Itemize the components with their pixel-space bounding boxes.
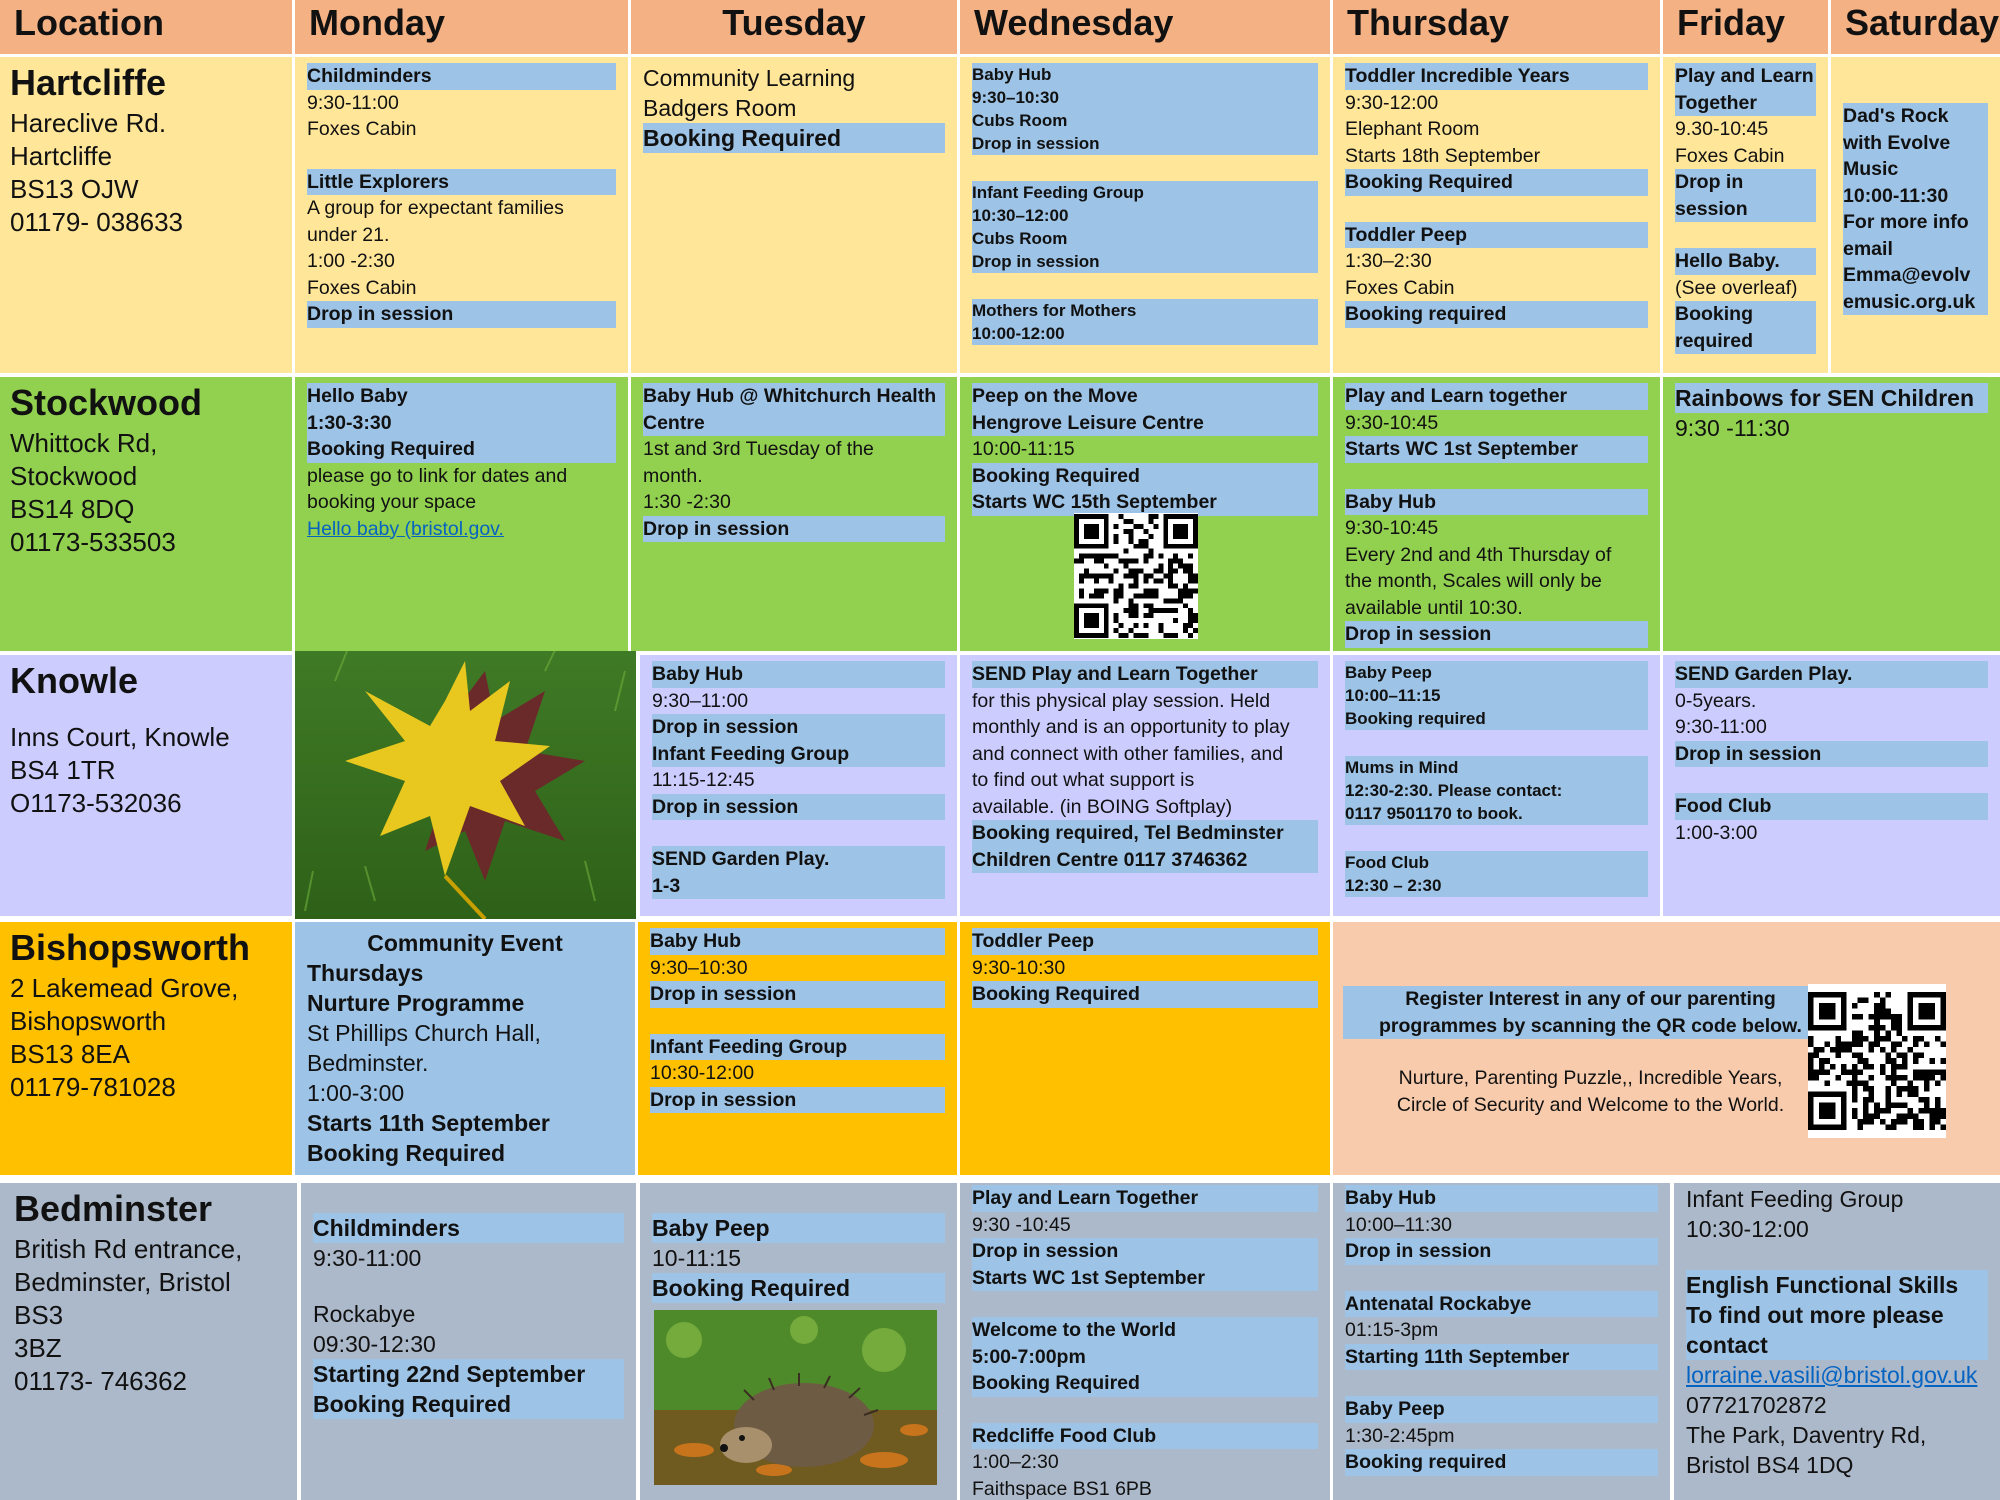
text-line: 9:30–11:00 [652, 689, 749, 712]
address-line: Stockwood [10, 461, 138, 491]
text-line: please go to link for dates and [307, 464, 568, 487]
text-line: Hello Baby [307, 383, 616, 410]
text-line [1675, 222, 1816, 248]
text-line: Booking Required [652, 1273, 945, 1303]
header-monday: Monday [295, 0, 628, 54]
text-line: Drop in session [652, 794, 945, 821]
text-line: Toddler Peep [1345, 222, 1648, 249]
text-line [650, 1008, 945, 1034]
text-line: booking your space [307, 491, 477, 513]
cell-hartcliffe-friday [1663, 57, 1828, 373]
text-line: Booking required, Tel Bedminster [972, 820, 1318, 847]
hyperlink[interactable]: Hello baby (bristol.gov. [307, 517, 504, 540]
text-line: contact [1686, 1330, 1988, 1360]
text-line: Starting 11th September [1345, 1344, 1658, 1371]
text-line: 1:00-3:00 [1675, 821, 1758, 844]
text-line: available until 10:30. [1345, 596, 1523, 619]
text-line [1343, 1039, 1838, 1065]
location-hartcliffe [0, 57, 292, 373]
text-line: 10:00-11:15 [972, 438, 1075, 460]
text-line: available. (in BOING Softplay) [972, 795, 1233, 818]
text-line: 9:30-10:45 [1345, 517, 1439, 539]
text-line: Baby Hub [1345, 1185, 1658, 1212]
text-line: Toddler Peep [972, 928, 1318, 955]
text-line: Register Interest in any of our parenting [1343, 986, 1838, 1013]
text-line: Booking Required [1345, 169, 1648, 196]
text-line: Mums in Mind [1345, 756, 1648, 779]
text-line: 0-5years. [1675, 689, 1757, 712]
text-line: Starts WC 1st September [972, 1265, 1318, 1292]
text-line: for this physical play session. Held [972, 689, 1271, 712]
text-line: with Evolve [1843, 130, 1988, 157]
text-line: 10:00–11:15 [1345, 684, 1648, 707]
text-line: Little Explorers [307, 169, 616, 196]
address-line: Hareclive Rd. [10, 108, 167, 138]
text-line: 1:30-3:30 [307, 410, 616, 437]
text-line: Infant Feeding Group [1686, 1186, 1904, 1212]
text-line [307, 143, 616, 169]
address-line: 2 Lakemead Grove, [10, 973, 239, 1003]
text-line: Drop in session [972, 1238, 1318, 1265]
text-line: Booking required [1345, 1449, 1658, 1476]
address-line: BS13 8EA [10, 1039, 130, 1069]
text-line [972, 1291, 1318, 1317]
text-line: Rockabye [313, 1301, 416, 1327]
text-line: Elephant Room [1345, 118, 1480, 140]
text-line: 9.30-10:45 [1675, 118, 1769, 140]
text-line: SEND Garden Play. [1675, 661, 1988, 688]
text-line [1675, 767, 1988, 793]
text-line: Peep on the Move [972, 383, 1318, 410]
text-line: Play and Learn together [1345, 383, 1648, 410]
text-line [1345, 463, 1648, 489]
text-line: Foxes Cabin [307, 276, 417, 299]
text-line: required [1675, 328, 1816, 355]
text-line: monthly and is an opportunity to play [972, 716, 1290, 738]
cell-knowle-friday [1663, 655, 2000, 916]
text-line: 10:30-12:00 [650, 1062, 755, 1084]
text-line: Badgers Room [643, 95, 797, 121]
text-line: Every 2nd and 4th Thursday of [1345, 543, 1612, 566]
text-line: Food Club [1675, 793, 1988, 820]
text-line: Baby Hub [972, 63, 1318, 86]
qr-code-icon[interactable] [1074, 513, 1198, 639]
text-line: 1st and 3rd Tuesday of the [643, 438, 874, 460]
header-tuesday: Tuesday [631, 0, 957, 54]
text-line: Drop in session [1345, 1238, 1658, 1265]
text-line: Drop in session [652, 714, 945, 741]
address-line: O1173-532036 [10, 788, 182, 818]
text-line: Infant Feeding Group [972, 181, 1318, 204]
text-line: Baby Hub [650, 928, 945, 955]
text-line: Play and Learn [1675, 63, 1816, 90]
text-line: St Phillips Church Hall, [307, 1020, 541, 1046]
text-line: 1-3 [652, 873, 945, 900]
text-line: 10:30-12:00 [1686, 1216, 1809, 1242]
text-line: Play and Learn Together [972, 1185, 1318, 1212]
text-line: Bedminster. [307, 1050, 429, 1076]
text-line: 01:15-3pm [1345, 1319, 1439, 1341]
text-line: Drop in session [1675, 741, 1988, 768]
text-line: English Functional Skills [1686, 1270, 1988, 1300]
text-line: Booking required [1345, 707, 1648, 730]
text-line: Drop in session [972, 250, 1318, 273]
text-line: 12:30-2:30. Please contact: [1345, 779, 1648, 802]
autumn-leaves-photo [295, 651, 636, 919]
text-line: Baby Hub [652, 661, 945, 688]
text-line: 9:30-12:00 [1345, 91, 1439, 114]
text-line: 9:30-11:00 [313, 1245, 422, 1271]
header-saturday: Saturday [1831, 0, 2000, 54]
text-line: Foxes Cabin [1345, 276, 1455, 299]
address-line: Bedminster, Bristol BS3 [14, 1267, 231, 1330]
text-line: 07721702872 [1686, 1392, 1827, 1418]
text-line: The Park, Daventry Rd, [1686, 1422, 1927, 1448]
cell-hartcliffe-wednesday [960, 57, 1330, 373]
cell-bedminster-friday [1674, 1183, 2000, 1500]
text-line: 10-11:15 [652, 1245, 742, 1271]
text-line: Baby Hub [1345, 489, 1648, 516]
text-line [972, 155, 1318, 181]
qr-code-icon[interactable] [1808, 984, 1946, 1138]
text-line: Foxes Cabin [1675, 144, 1785, 167]
text-line: 1:00–2:30 [972, 1451, 1059, 1473]
text-line: Baby Peep [1345, 1396, 1658, 1423]
text-line: 1:30–2:30 [1345, 250, 1432, 272]
text-line [972, 273, 1318, 299]
cell-hartcliffe-tuesday [631, 57, 957, 373]
text-line: and connect with other families, and [972, 742, 1284, 765]
cell-hartcliffe-saturday [1831, 57, 2000, 373]
text-line: Baby Peep [1345, 661, 1648, 684]
text-line: Centre [643, 410, 945, 437]
text-line: 9:30–10:30 [650, 956, 748, 979]
location-name: Bedminster [14, 1188, 213, 1229]
text-line: 1:30-2:45pm [1345, 1424, 1455, 1447]
address-line: 3BZ [14, 1333, 62, 1363]
text-line: Emma@evolv [1843, 262, 1988, 289]
text-line: SEND Play and Learn Together [972, 661, 1318, 688]
location-bedminster [0, 1183, 297, 1500]
text-line: 10:30–12:00 [972, 204, 1318, 227]
text-line: Booking Required [307, 436, 616, 463]
text-line: 9:30-10:30 [972, 956, 1066, 979]
address-line: BS14 8DQ [10, 494, 135, 524]
text-line: under 21. [307, 223, 390, 246]
text-line: 9:30-10:45 [1345, 411, 1439, 434]
location-name: Knowle [10, 660, 139, 701]
text-line: Community Event [307, 928, 623, 958]
text-line: Booking Required [972, 981, 1318, 1008]
text-line [1345, 730, 1648, 756]
text-line: the month, Scales will only be [1345, 570, 1602, 592]
text-line [972, 1397, 1318, 1423]
cell-stockwood-tuesday [631, 377, 957, 651]
text-line: Faithspace BS1 6PB [972, 1477, 1152, 1500]
text-line: Starts WC 15th September [972, 489, 1318, 516]
text-line: Antenatal Rockabye [1345, 1291, 1658, 1318]
cell-hartcliffe-monday [295, 57, 628, 373]
header-location: Location [0, 0, 292, 54]
text-line: Baby Hub @ Whitchurch Health [643, 383, 945, 410]
text-line: A group for expectant families [307, 197, 564, 219]
text-line: email [1843, 236, 1988, 263]
text-line: Nurture, Parenting Puzzle,, Incredible Years, [1398, 1067, 1783, 1089]
text-line: Childminders [307, 63, 616, 90]
text-line: 10:00-12:00 [972, 322, 1318, 345]
text-line: 0117 9501170 to book. [1345, 802, 1648, 825]
hyperlink[interactable]: lorraine.vasili@bristol.gov.uk [1686, 1362, 1978, 1388]
text-line: Drop in [1675, 169, 1816, 196]
text-line: For more info [1843, 209, 1988, 236]
location-name: Stockwood [10, 382, 203, 423]
text-line: Together [1675, 90, 1816, 117]
cell-knowle-tuesday [640, 655, 957, 916]
location-stockwood [0, 377, 292, 651]
text-line: Cubs Room [972, 227, 1318, 250]
text-line: 9:30-11:00 [307, 91, 399, 114]
header-wednesday: Wednesday [960, 0, 1330, 54]
text-line: Children Centre 0117 3746362 [972, 847, 1318, 874]
text-line: Booking Required [313, 1389, 624, 1419]
text-line: 12:30 – 2:30 [1345, 874, 1648, 897]
text-line: Starts WC 1st September [1345, 436, 1648, 463]
text-line [1345, 1265, 1658, 1291]
address-line: 01179-781028 [10, 1072, 176, 1102]
header-friday: Friday [1663, 0, 1828, 54]
text-line: Drop in session [307, 301, 616, 328]
text-line: Hengrove Leisure Centre [972, 410, 1318, 437]
address-line: Whittock Rd, [10, 428, 158, 458]
text-line: Booking Required [972, 463, 1318, 490]
text-line: Childminders [313, 1213, 624, 1243]
text-line: Community Learning [643, 65, 856, 91]
address-line: Hartcliffe [10, 141, 113, 171]
address-line: Bishopsworth [10, 1006, 167, 1036]
text-line: Welcome to the World [972, 1317, 1318, 1344]
cell-knowle-wednesday [960, 655, 1330, 916]
text-line: Booking [1675, 301, 1816, 328]
text-line: Drop in session [1345, 621, 1648, 648]
text-line: Circle of Security and Welcome to the World. [1396, 1093, 1785, 1116]
address-line: BS13 OJW [10, 174, 139, 204]
text-line: Infant Feeding Group [650, 1034, 945, 1061]
text-line: programmes by scanning the QR code below. [1343, 1013, 1838, 1040]
text-line: Drop in session [643, 516, 945, 543]
address-line: 01179- 038633 [10, 207, 184, 237]
text-line: 10:00–11:30 [1345, 1213, 1452, 1236]
text-line: Mothers for Mothers [972, 299, 1318, 322]
text-line: Foxes Cabin [307, 118, 417, 140]
text-line: Booking required [1345, 301, 1648, 328]
location-name: Hartcliffe [10, 62, 167, 103]
address-line: British Rd entrance, [14, 1234, 243, 1264]
location-address [10, 972, 282, 1104]
cell-stockwood-thursday [1333, 377, 1660, 651]
address-line: 01173- 746362 [14, 1366, 188, 1396]
hedgehog-photo [654, 1310, 937, 1485]
text-line: session [1675, 196, 1816, 223]
text-line: Drop in session [650, 1087, 945, 1114]
location-address [10, 427, 282, 559]
text-line: 9:30-11:00 [1675, 716, 1767, 738]
text-line [1686, 1244, 1988, 1270]
cell-bishopsworth-monday [295, 922, 635, 1175]
text-line [652, 820, 945, 846]
text-line: Thursdays [307, 958, 623, 988]
text-line: Booking Required [972, 1370, 1318, 1397]
text-line: Cubs Room [972, 109, 1318, 132]
cell-bedminster-wednesday [960, 1183, 1330, 1500]
text-line: Dad's Rock [1843, 103, 1988, 130]
text-line [1345, 196, 1648, 222]
cell-bedminster-monday [301, 1183, 636, 1500]
text-line: Baby Peep [652, 1213, 945, 1243]
text-line: 9:30 -10:45 [972, 1213, 1071, 1236]
text-line: Nurture Programme [307, 988, 623, 1018]
text-line: 5:00-7:00pm [972, 1344, 1318, 1371]
text-line: to find out what support is [972, 769, 1195, 791]
text-line: Music [1843, 156, 1988, 183]
text-line: SEND Garden Play. [652, 846, 945, 873]
text-line: 1:30 -2:30 [643, 491, 731, 513]
text-line: Hello Baby. [1675, 248, 1816, 275]
text-line: (See overleaf) [1675, 276, 1798, 299]
text-line: Food Club [1345, 851, 1648, 874]
text-line [1345, 1370, 1658, 1396]
text-line: 11:15-12:45 [652, 769, 755, 791]
cell-bishopsworth-tuesday [638, 922, 957, 1175]
location-address [10, 721, 282, 820]
text-line: 1:00 -2:30 [307, 250, 395, 272]
text-line: 10:00-11:30 [1843, 183, 1988, 210]
location-name: Bishopsworth [10, 927, 250, 968]
text-line: 9:30 -11:30 [1675, 415, 1790, 441]
text-line: Rainbows for SEN Children [1675, 383, 1988, 413]
text-line: Booking Required [643, 123, 945, 153]
text-line: month. [643, 464, 703, 487]
text-line: Booking Required [307, 1138, 623, 1168]
text-line: 1:00-3:00 [307, 1080, 405, 1106]
cell-bedminster-thursday [1333, 1183, 1670, 1500]
text-line: Drop in session [650, 981, 945, 1008]
address-line: 01173-533503 [10, 527, 176, 557]
register-interest-text [1343, 986, 1838, 1118]
text-line: 09:30-12:30 [313, 1331, 436, 1357]
cell-knowle-thursday [1333, 655, 1660, 916]
text-line: 9:30–10:30 [972, 86, 1318, 109]
cell-hartcliffe-thursday [1333, 57, 1660, 373]
text-line: Toddler Incredible Years [1345, 63, 1648, 90]
text-line: Redcliffe Food Club [972, 1423, 1318, 1450]
text-line: To find out more please [1686, 1300, 1988, 1330]
text-line [1345, 825, 1648, 851]
text-line: Starting 22nd September [313, 1359, 624, 1389]
location-bishopsworth [0, 922, 292, 1175]
cell-stockwood-friday [1663, 377, 2000, 651]
text-line [313, 1273, 624, 1299]
location-knowle [0, 655, 292, 916]
text-line: Drop in session [972, 132, 1318, 155]
text-line: Infant Feeding Group [652, 741, 945, 768]
text-line: Starts 11th September [307, 1108, 623, 1138]
text-line: Starts 18th September [1345, 144, 1541, 167]
cell-bishopsworth-wednesday [960, 922, 1330, 1175]
header-thursday: Thursday [1333, 0, 1660, 54]
location-address [14, 1233, 287, 1398]
location-address [10, 107, 282, 239]
text-line: Bristol BS4 1DQ [1686, 1452, 1854, 1478]
text-line: emusic.org.uk [1843, 289, 1988, 316]
cell-stockwood-monday [295, 377, 628, 651]
address-line: Inns Court, Knowle [10, 722, 230, 752]
address-line: BS4 1TR [10, 755, 116, 785]
